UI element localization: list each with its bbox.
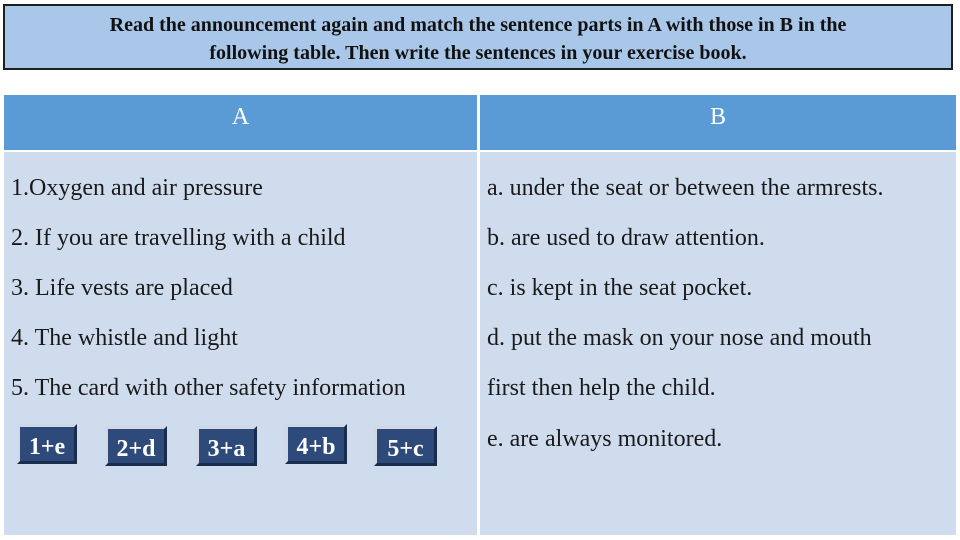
answer-key-1[interactable]: 1+e xyxy=(17,424,77,464)
column-a-item-3: 3. Life vests are placed xyxy=(11,275,233,301)
column-b-header: B xyxy=(480,95,956,150)
column-b-item-c: c. is kept in the seat pocket. xyxy=(487,275,753,301)
matching-table xyxy=(4,95,956,535)
column-a-header: A xyxy=(4,95,477,150)
instruction-box xyxy=(3,4,953,70)
answer-key-5[interactable]: 5+c xyxy=(374,426,437,466)
column-a-item-5: 5. The card with other safety information xyxy=(11,375,406,401)
instruction-line-1: Read the announcement again and match the sentence parts in A with those in B in the xyxy=(109,14,847,36)
column-a-item-4: 4. The whistle and light xyxy=(11,325,238,351)
column-b-item-a: a. under the seat or between the armrests. xyxy=(487,175,884,201)
column-b-item-e: e. are always monitored. xyxy=(487,426,723,452)
answer-key-4[interactable]: 4+b xyxy=(285,424,347,464)
answer-key-2[interactable]: 2+d xyxy=(105,426,167,466)
column-a-item-1: 1.Oxygen and air pressure xyxy=(11,175,263,201)
column-b-item-d: d. put the mask on your nose and mouth xyxy=(487,325,872,351)
answer-key-3[interactable]: 3+a xyxy=(196,426,257,466)
column-a-item-2: 2. If you are travelling with a child xyxy=(11,225,346,251)
column-b-item-b: b. are used to draw attention. xyxy=(487,225,765,251)
column-b-item-d-continued: first then help the child. xyxy=(487,375,716,401)
instruction-line-2: following table. Then write the sentences in your exercise book. xyxy=(209,42,747,64)
